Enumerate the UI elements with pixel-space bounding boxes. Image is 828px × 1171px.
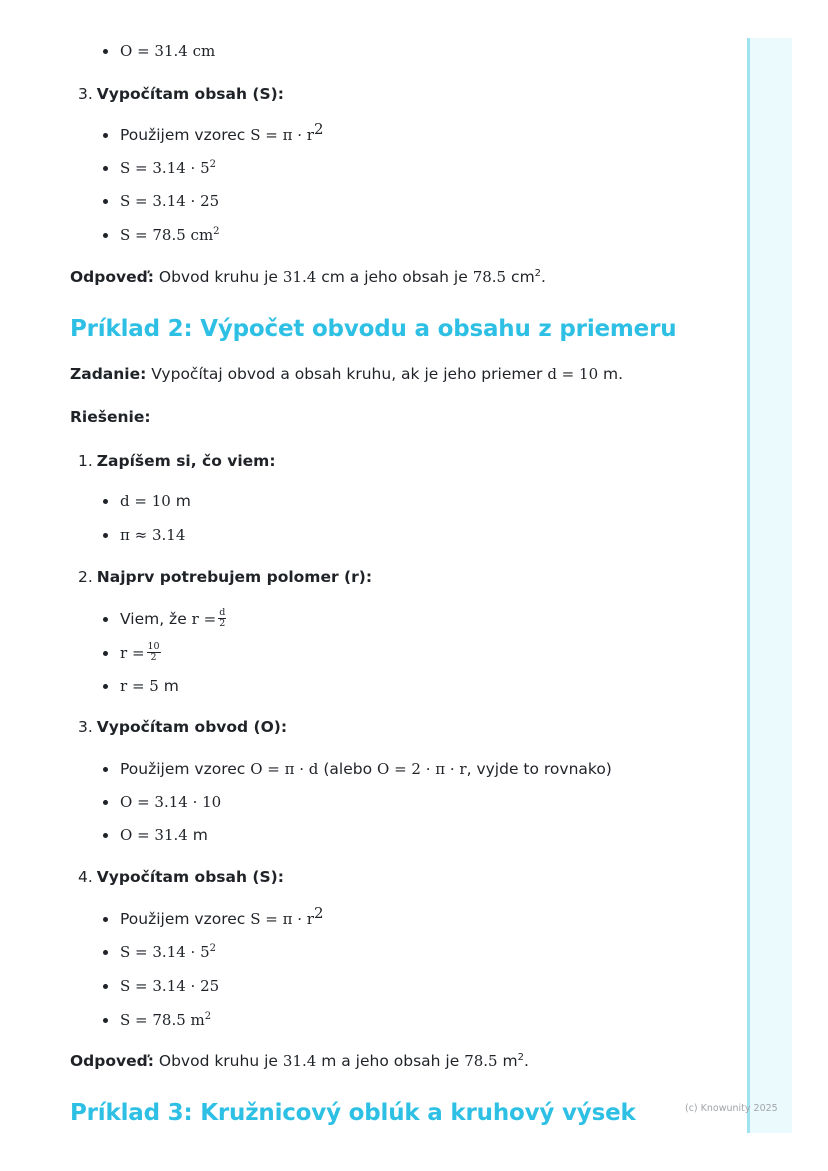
copyright-text: (c) Knowunity 2025: [685, 1103, 778, 1114]
answer-paragraph: Odpoveď: Obvod kruhu je 31.4 m a jeho obsah je 78.5 $m^2$.: [70, 1052, 529, 1070]
solution-label: Riešenie:: [70, 408, 151, 426]
fraction: $\frac{d}{2}$: [219, 607, 226, 629]
step-heading: 2. Najprv potrebujem polomer (r):: [78, 568, 373, 586]
step-heading: 4. Vypočítam obsah (S):: [78, 868, 284, 886]
o-result: O = 31.4 cm: [120, 42, 216, 60]
step-heading: 3. Vypočítam obsah (S):: [78, 85, 284, 103]
bullet-icon: [103, 499, 108, 504]
page-content: O = 31.4 cm 3. Vypočítam obsah (S): Použijem vzorec $S = \pi \cdot r^2$ $S = 3.14 \cdot 5^2$ S = 3.14 · 25 S = 78.5 $cm^2$ Odpoveď: Obvod kruhu je 31.4 cm a jeho obsah je 78.5 $cm^2$. Príklad 2: Výpočet obvodu a obsahu z priemeru Zadanie: Vypočítaj obvod a obsah kruhu, ak je jeho priemer d = 10 m. Riešenie: 1. Zapíšem si, čo viem: d = 10 m π ≈ 3.14 2. Najprv potrebujem polomer (r): Viem, že r = $\frac{d}{2}$ r = $\frac{10}{2}$ r = 5 m 3. Vypočítam obvod (O): Použijem vzorec O = π · d (alebo O = 2 · π · r, vyjde to rovnako) O = 3.14 · 10 O = 31.4 m 4. Vypočítam obsah (S): Použijem vzorec $S = \pi \cdot r^2$ $S = 3.14 \cdot 5^2$ S = 3.14 · 25 S = 78.5 $m^2$ Odpoveď: Obvod kruhu je 31.4 m a jeho obsah je 78.5 $m^2$. Príklad 3: Kružnicový oblúk a kruhový výsek: [70, 42, 677, 1126]
bullet-icon: [103, 833, 108, 838]
fraction: $\frac{10}{2}$: [147, 641, 160, 663]
bullet-icon: [103, 1018, 108, 1023]
bullet-icon: [103, 199, 108, 204]
answer-paragraph: Odpoveď: Obvod kruhu je 31.4 cm a jeho obsah je 78.5 $cm^2$.: [70, 268, 546, 286]
bullet-icon: [103, 166, 108, 171]
step-heading: 3. Vypočítam obvod (O):: [78, 718, 288, 736]
bullet-icon: [103, 767, 108, 772]
bullet-icon: [103, 533, 108, 538]
task-paragraph: Zadanie: Vypočítaj obvod a obsah kruhu, ak je jeho priemer d = 10 m.: [70, 365, 624, 383]
bullet-icon: [103, 917, 108, 922]
bullet-icon: [103, 233, 108, 238]
bullet-icon: [103, 800, 108, 805]
bullet-icon: [103, 49, 108, 54]
section-heading: Príklad 3: Kružnicový oblúk a kruhový výsek: [70, 1100, 636, 1126]
bullet-icon: [103, 684, 108, 689]
section-heading: Príklad 2: Výpočet obvodu a obsahu z priemeru: [70, 316, 677, 342]
bullet-icon: [103, 617, 108, 622]
step-heading: 1. Zapíšem si, čo viem:: [78, 452, 276, 470]
bullet-icon: [103, 984, 108, 989]
decorative-sidebar: [747, 38, 792, 1133]
bullet-icon: [103, 950, 108, 955]
bullet-icon: [103, 651, 108, 656]
bullet-icon: [103, 133, 108, 138]
